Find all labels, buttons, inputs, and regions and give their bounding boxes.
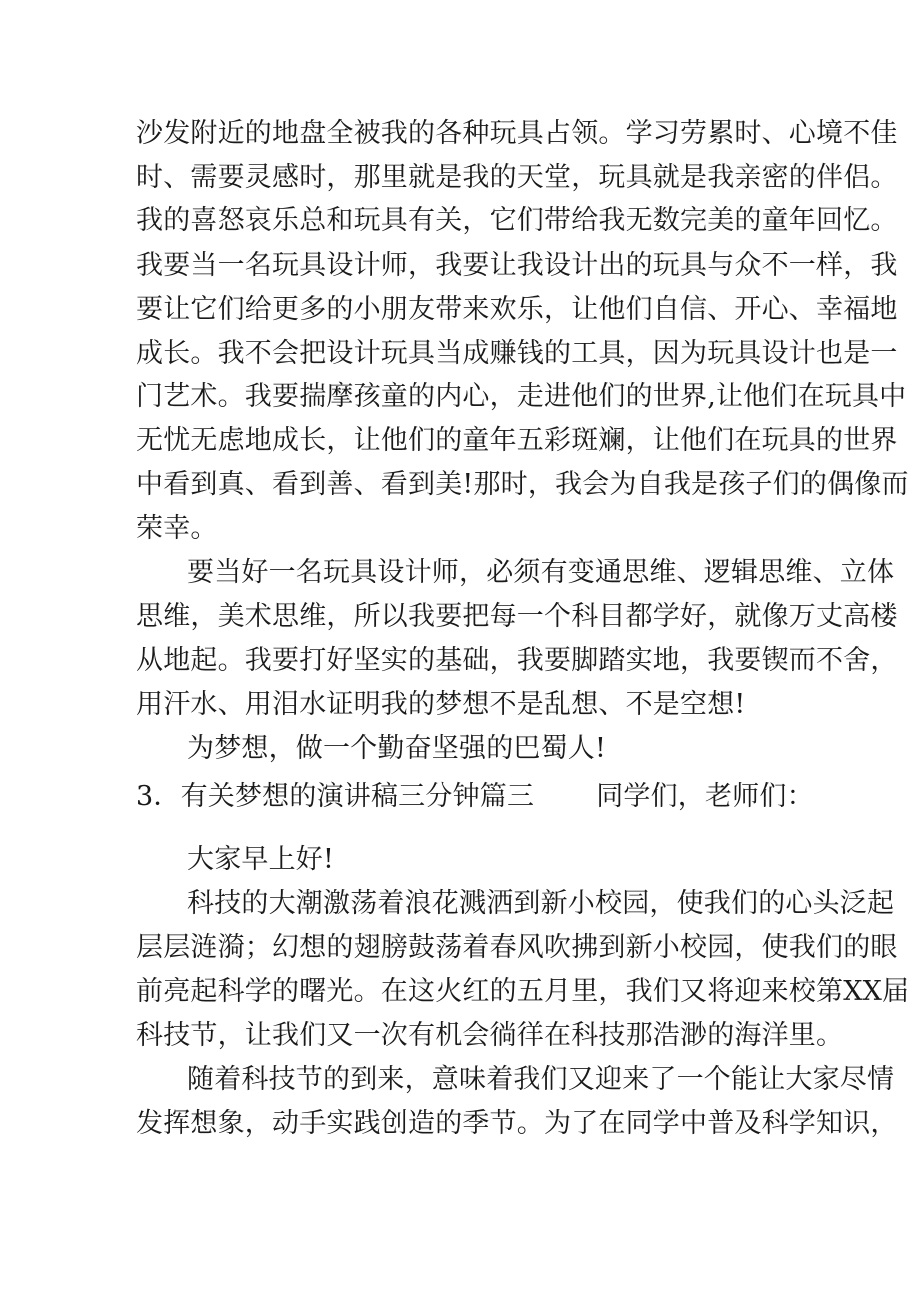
text-line: 科技节，让我们又一次有机会徜徉在科技那浩渺的海洋里。 [136,1020,844,1051]
paragraph-first-line: 随着科技节的到来，意味着我们又迎来了一个能让大家尽情 [187,1064,895,1095]
text-line: 门艺术。我要揣摩孩童的内心，走进他们的世界,让他们在玩具中 [136,381,907,412]
text-line: 沙发附近的地盘全被我的各种玩具占领。学习劳累时、心境不佳 [136,118,898,149]
text-line: 我要当一名玩具设计师，我要让我设计出的玩具与众不一样，我 [136,250,898,281]
text-line: 时、需要灵感时，那里就是我的天堂，玩具就是我亲密的伴侣。 [136,162,898,193]
section-greeting: 同学们，老师们： [596,781,814,812]
text-line: 用汗水、用泪水证明我的梦想不是乱想、不是空想! [136,689,746,720]
text-line: 发挥想象，动手实践创造的季节。为了在同学中普及科学知识， [136,1108,898,1139]
text-line: 无忧无虑地成长，让他们的童年五彩斑斓，让他们在玩具的世界 [136,425,898,456]
section-heading [136,780,814,814]
text-line: 中看到真、看到善、看到美!那时，我会为自我是孩子们的偶像而 [136,469,909,500]
text-line: 层层涟漪；幻想的翅膀鼓荡着春风吹拂到新小校园，使我们的眼 [136,932,898,963]
text-line: 要让它们给更多的小朋友带来欢乐，让他们自信、开心、幸福地 [136,294,898,325]
paragraph-first-line: 要当好一名玩具设计师，必须有变通思维、逻辑思维、立体 [187,557,895,588]
paragraph-first-line: 为梦想，做一个勤奋坚强的巴蜀人! [187,733,607,764]
text-line: 我的喜怒哀乐总和玩具有关，它们带给我无数完美的童年回忆。 [136,205,898,236]
text-line: 从地起。我要打好坚实的基础，我要脚踏实地，我要锲而不舍， [136,645,898,676]
text-line: 成长。我不会把设计玩具当成赚钱的工具，因为玩具设计也是一 [136,338,898,369]
text-line: 思维，美术思维，所以我要把每一个科目都学好，就像万丈高楼 [136,601,898,632]
text-line: 前亮起科学的曙光。在这火红的五月里，我们又将迎来校第XX届 [136,976,910,1007]
section-title: 3．有关梦想的演讲稿三分钟篇三 [136,781,535,812]
greeting-line: 大家早上好! [187,844,335,875]
paragraph-first-line: 科技的大潮激荡着浪花溅洒到新小校园，使我们的心头泛起 [187,888,895,919]
text-line: 荣幸。 [136,513,218,544]
